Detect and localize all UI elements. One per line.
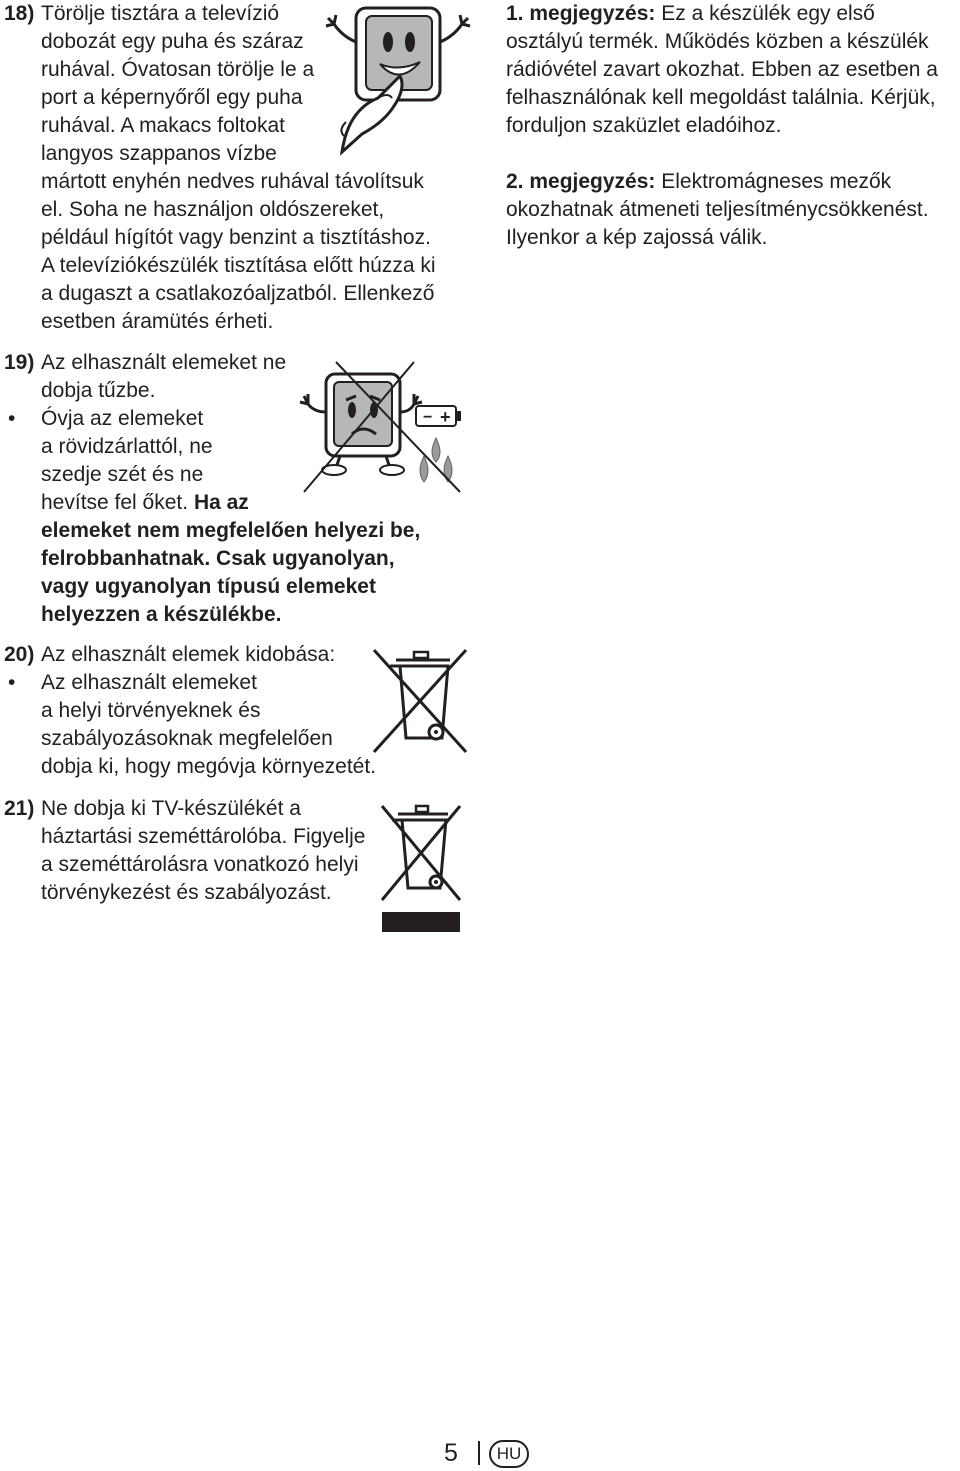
item-21-line: Ne dobja ki TV-készülékét a bbox=[41, 797, 301, 820]
note-1-line: rádióvétel zavart okozhat. Ebben az esetben a bbox=[506, 58, 938, 81]
note-2-line: Ilyenkor a kép zajossá válik. bbox=[506, 226, 768, 249]
language-badge: HU bbox=[489, 1440, 529, 1468]
note-1-first-line bbox=[506, 0, 875, 28]
item-18-line: például hígítót vagy benzint a tisztításhoz. bbox=[41, 226, 431, 249]
crossed-out-wheelie-bin-icon bbox=[372, 648, 468, 754]
note-1-text: Ez a készülék egy első bbox=[661, 2, 875, 25]
item-19-line: dobja tűzbe. bbox=[41, 379, 156, 402]
footer-separator bbox=[478, 1441, 480, 1465]
item-19-number: 19) bbox=[4, 351, 35, 374]
item-18-line: Törölje tisztára a televízió bbox=[41, 2, 280, 25]
item-19-warning-line: helyezzen a készülékbe. bbox=[41, 603, 282, 626]
bullet-icon: • bbox=[8, 671, 16, 694]
item-18-line: el. Soha ne használjon oldószereket, bbox=[41, 198, 385, 221]
item-19-line: szedje szét és ne bbox=[41, 463, 204, 486]
note-2-text: Elektromágneses mezők bbox=[661, 170, 892, 193]
item-19-warning-inline: Ha az bbox=[193, 491, 249, 514]
item-20-line: Az elhasznált elemeket bbox=[41, 671, 257, 694]
item-18-number: 18) bbox=[4, 2, 35, 25]
note-2-label: 2. megjegyzés: bbox=[506, 170, 656, 193]
no-battery-fire-illustration-icon bbox=[296, 360, 468, 496]
note-1-line: forduljon szaküzlet eladóihoz. bbox=[506, 114, 782, 137]
battery-plus-sign: + bbox=[440, 407, 451, 427]
note-1-line: felhasználónak kell megoldást találnia. Kérjük, bbox=[506, 86, 936, 109]
bullet-icon: • bbox=[8, 407, 16, 430]
item-18-line: a dugaszt a csatlakozóaljzatból. Ellenkező bbox=[41, 282, 435, 305]
item-20-line: Az elhasznált elemek kidobása: bbox=[41, 643, 336, 666]
battery-minus-sign: − bbox=[423, 409, 433, 426]
page-number: 5 bbox=[444, 1439, 458, 1467]
item-19-line: a rövidzárlattól, ne bbox=[41, 435, 213, 458]
item-20-line: a helyi törvényeknek és bbox=[41, 699, 261, 722]
item-21-line: törvénykezést és szabályozást. bbox=[41, 881, 332, 904]
item-18-line: A televíziókészülék tisztítása előtt húzza ki bbox=[41, 254, 436, 277]
item-19-line: Óvja az elemeket bbox=[41, 407, 204, 430]
note-2-line: okozhatnak átmeneti teljesítménycsökkenést. bbox=[506, 198, 929, 221]
item-21-line: a szeméttárolásra vonatkozó helyi bbox=[41, 853, 359, 876]
item-20-number: 20) bbox=[4, 643, 35, 666]
item-19-line: Az elhasznált elemeket ne bbox=[41, 351, 287, 374]
cleaning-tv-illustration-icon bbox=[322, 2, 474, 160]
item-19-warning-line: vagy ugyanolyan típusú elemeket bbox=[41, 575, 376, 598]
item-21-number: 21) bbox=[4, 797, 35, 820]
item-18-line: mártott enyhén nedves ruhával távolítsuk bbox=[41, 170, 424, 193]
item-20-line: dobja ki, hogy megóvja környezetét. bbox=[41, 755, 377, 778]
item-18-line: ruhával. Óvatosan törölje le a bbox=[41, 58, 315, 81]
item-20-line: szabályozásoknak megfelelően bbox=[41, 727, 333, 750]
note-1-label: 1. megjegyzés: bbox=[506, 2, 656, 25]
note-2-first-line bbox=[506, 168, 891, 196]
crossed-out-wheelie-bin-with-bar-icon bbox=[378, 804, 464, 934]
note-1-line: osztályú termék. Működés közben a készülék bbox=[506, 30, 929, 53]
item-18-line: esetben áramütés érheti. bbox=[41, 310, 274, 333]
item-19-warning-line: felrobbanhatnak. Csak ugyanolyan, bbox=[41, 547, 395, 570]
item-18-line: ruhával. A makacs foltokat bbox=[41, 114, 285, 137]
item-19-line-text: hevítse fel őket. bbox=[41, 491, 189, 514]
item-19-warning-line: elemeket nem megfelelően helyezi be, bbox=[41, 519, 421, 542]
item-18-line: langyos szappanos vízbe bbox=[41, 142, 277, 165]
item-21-line: háztartási szeméttárolóba. Figyelje bbox=[41, 825, 366, 848]
item-18-line: port a képernyőről egy puha bbox=[41, 86, 303, 109]
item-18-line: dobozát egy puha és száraz bbox=[41, 30, 304, 53]
item-19-line bbox=[41, 489, 249, 517]
